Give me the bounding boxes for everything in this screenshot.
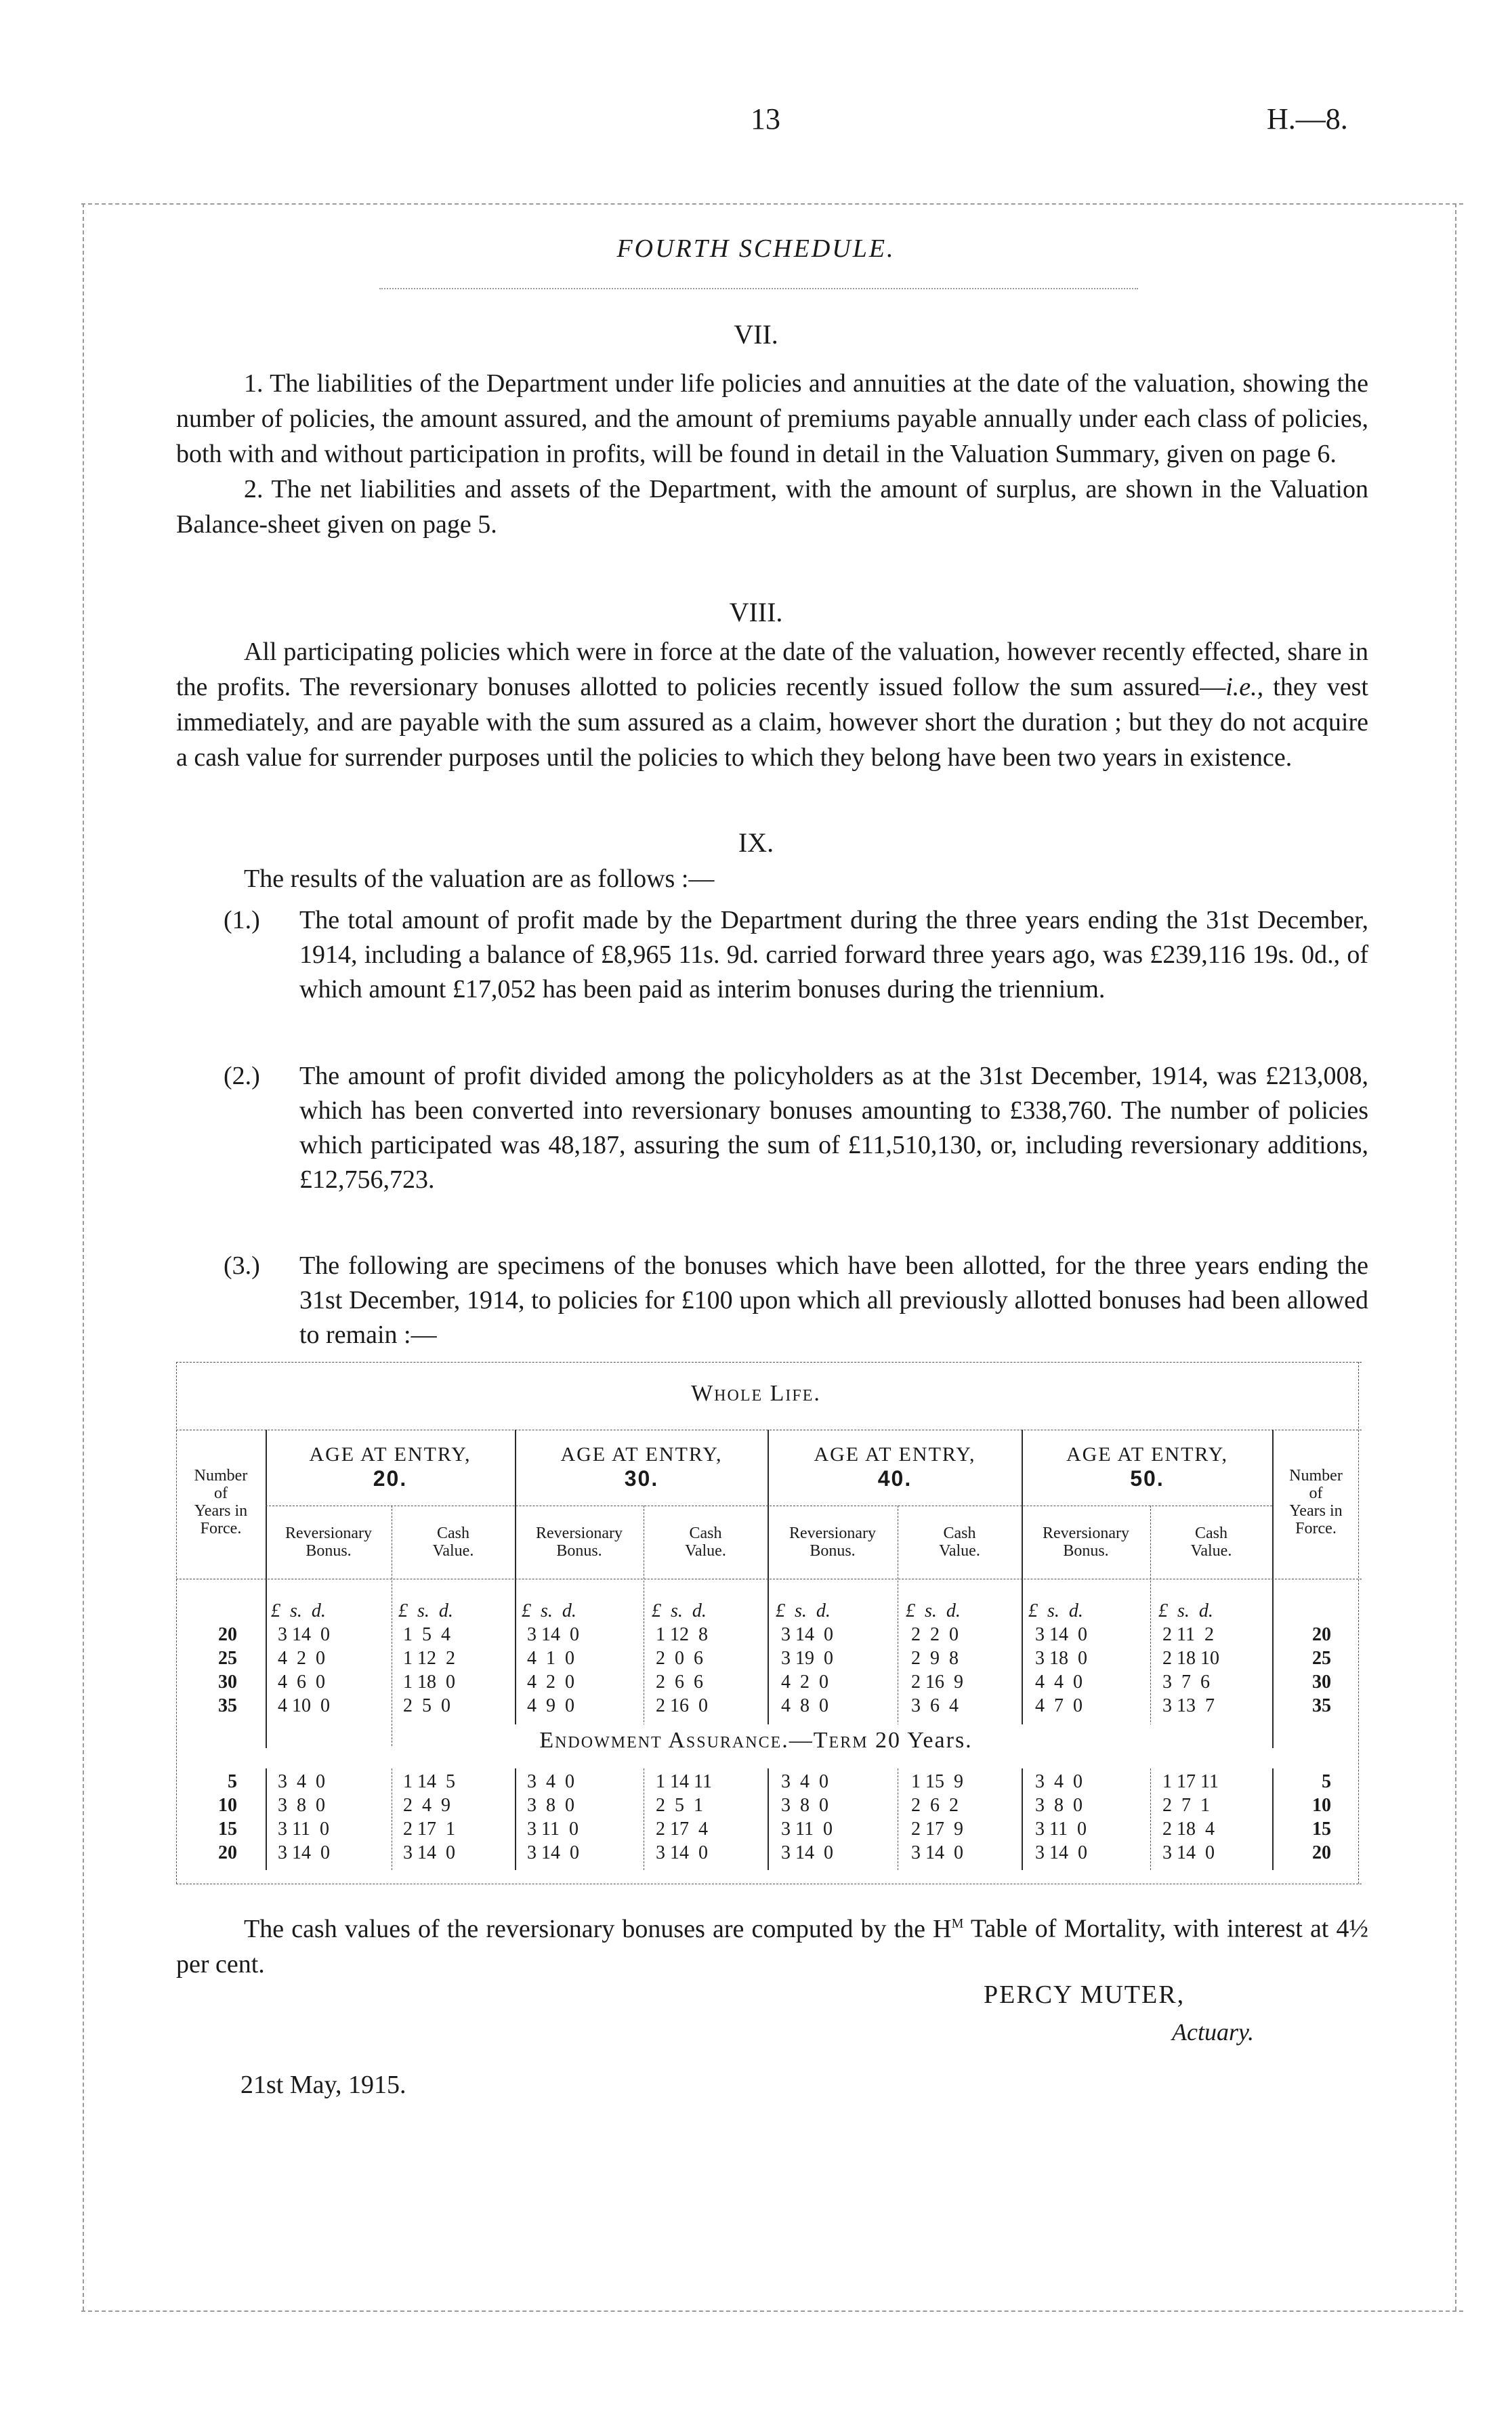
section-vii-para-2: 2. The net liabilities and assets of the Department, with the amount of surplus, are shown in the Valuation Balance-sheet given on page 5. — [176, 475, 1368, 539]
result-item-3 — [224, 1249, 1368, 1352]
whole-life-title: Whole Life. — [691, 1381, 821, 1406]
result-item-3-number: (3.) — [224, 1251, 260, 1280]
section-ix-heading: IX. — [738, 827, 774, 858]
endowment-rev-50: 3 4 0 3 8 0 3 11 0 3 14 0 — [1035, 1771, 1087, 1863]
endowment-rev-40: 3 4 0 3 8 0 3 11 0 3 14 0 — [781, 1771, 833, 1863]
sub-header-rev-50: Reversionary Bonus. — [1043, 1525, 1129, 1560]
years-in-force-left-header: Number of Years in Force. — [194, 1467, 248, 1537]
sub-header-cash-40: Cash Value. — [939, 1525, 980, 1560]
lsd-header: £ s. d. — [652, 1600, 707, 1621]
section-viii-heading: VIII. — [729, 597, 783, 627]
section-viii-text-a: All participating policies which were in force at the date of the valuation, however recently effected, share in the profits. The reversionary bonuses allotted to policies recently issued follow the sum assured— — [176, 638, 1368, 701]
report-date: 21st May, 1915. — [240, 2071, 406, 2099]
signature: PERCY MUTER, — [984, 1981, 1185, 2009]
endowment-cash-20: 1 14 5 2 4 9 2 17 1 3 14 0 — [403, 1771, 455, 1863]
endowment-rev-20: 3 4 0 3 8 0 3 11 0 3 14 0 — [278, 1771, 330, 1863]
left-border — [83, 203, 84, 2310]
endowment-years-left: 5 10 15 20 — [218, 1771, 237, 1863]
whole-life-rev-20: 3 14 0 4 2 0 4 6 0 4 10 0 — [278, 1624, 330, 1716]
whole-life-cash-40: 2 2 0 2 9 8 2 16 9 3 6 4 — [911, 1624, 963, 1716]
sub-header-cash-30: Cash Value. — [685, 1525, 726, 1560]
whole-life-years-left: 20 25 30 35 — [218, 1624, 237, 1716]
result-item-2-number: (2.) — [224, 1062, 260, 1090]
sub-header-rev-30: Reversionary Bonus. — [536, 1525, 623, 1560]
section-viii-ie: i.e., — [1225, 673, 1264, 701]
lsd-header: £ s. d. — [906, 1600, 961, 1621]
signature-role: Actuary. — [1172, 2018, 1254, 2046]
result-item-3-text: The following are specimens of the bonuses which have been allotted, for the three years ending the 31st December, 1914, to policies for £100 upon which all previously allotted bonuses had been allowed to remain :— — [299, 1251, 1368, 1349]
bottom-border — [81, 2310, 1463, 2312]
lsd-header: £ s. d. — [1028, 1600, 1083, 1621]
age-group-20-header: AGE AT ENTRY, 20. — [309, 1443, 471, 1491]
endowment-cash-30: 1 14 11 2 5 1 2 17 4 3 14 0 — [656, 1771, 712, 1863]
section-viii-text-b: they vest immediately, and are payable with the sum assured as a claim, however short the duration ; but they do not acquire a cash value for surrender purposes until the policies to which they belong have been two years in existence. — [176, 673, 1368, 772]
top-border — [81, 203, 1463, 205]
result-item-1-number: (1.) — [224, 906, 260, 934]
age-group-30-header: AGE AT ENTRY, 30. — [560, 1443, 723, 1491]
section-vii-body — [176, 366, 1368, 542]
sub-header-cash-50: Cash Value. — [1190, 1525, 1232, 1560]
title-rule — [379, 288, 1138, 289]
result-item-2 — [224, 1059, 1368, 1197]
lsd-header: £ s. d. — [1158, 1600, 1213, 1621]
right-border — [1455, 203, 1456, 2310]
schedule-title: FOURTH SCHEDULE. — [616, 234, 896, 263]
page-number: 13 — [751, 102, 780, 136]
whole-life-rev-40: 3 14 0 3 19 0 4 2 0 4 8 0 — [781, 1624, 833, 1716]
document-reference: H.—8. — [1267, 102, 1348, 136]
whole-life-cash-30: 1 12 8 2 0 6 2 6 6 2 16 0 — [656, 1624, 708, 1716]
result-item-2-text: The amount of profit divided among the policyholders as at the 31st December, 1914, was £213,008, which has been converted into reversionary bonuses amounting to £338,760. The number of policies which participated was 48,187, assuring the sum of £11,510,130, or, including reversionary additions, £12,756,723. — [299, 1062, 1368, 1194]
sub-header-rev-40: Reversionary Bonus. — [789, 1525, 876, 1560]
section-vii-heading: VII. — [734, 319, 778, 350]
section-viii-body — [176, 634, 1368, 775]
whole-life-cash-20: 1 5 4 1 12 2 1 18 0 2 5 0 — [403, 1624, 455, 1716]
endowment-cash-50: 1 17 11 2 7 1 2 18 4 3 14 0 — [1162, 1771, 1219, 1863]
whole-life-years-right: 20 25 30 35 — [1312, 1624, 1331, 1716]
years-in-force-right-header: Number of Years in Force. — [1289, 1467, 1343, 1537]
whole-life-cash-50: 2 11 2 2 18 10 3 7 6 3 13 7 — [1162, 1624, 1219, 1716]
endowment-title: Endowment Assurance.—Term 20 Years. — [539, 1728, 973, 1753]
age-group-40-header: AGE AT ENTRY, 40. — [814, 1443, 976, 1491]
section-vii-para-1: 1. The liabilities of the Department under life policies and annuities at the date of the valuation, showing the number of policies, the amount assured, and the amount of premiums payable annually under each class of policies, both with and without participation in profits, will be found in detail in the Valuation Summary, given on page 6. — [176, 369, 1368, 468]
whole-life-rev-50: 3 14 0 3 18 0 4 4 0 4 7 0 — [1035, 1624, 1087, 1716]
whole-life-rev-30: 3 14 0 4 1 0 4 2 0 4 9 0 — [527, 1624, 579, 1716]
lsd-header: £ s. d. — [398, 1600, 453, 1621]
age-group-50-header: AGE AT ENTRY, 50. — [1066, 1443, 1229, 1491]
endowment-rev-30: 3 4 0 3 8 0 3 11 0 3 14 0 — [527, 1771, 579, 1863]
result-item-1 — [224, 903, 1368, 1007]
lsd-header: £ s. d. — [271, 1600, 326, 1621]
endowment-cash-40: 1 15 9 2 6 2 2 17 9 3 14 0 — [911, 1771, 963, 1863]
section-ix-intro: The results of the valuation are as follows :— — [244, 865, 715, 893]
endowment-years-right: 5 10 15 20 — [1312, 1771, 1331, 1863]
lsd-header: £ s. d. — [776, 1600, 831, 1621]
sub-header-rev-20: Reversionary Bonus. — [285, 1525, 372, 1560]
footnote: The cash values of the reversionary bonuses are computed by the $H^M$ Table of Mortality, with interest at 4½ per cent. — [176, 1914, 1368, 1978]
lsd-header: £ s. d. — [522, 1600, 576, 1621]
sub-header-cash-20: Cash Value. — [432, 1525, 474, 1560]
result-item-1-text: The total amount of profit made by the Department during the three years ending the 31st December, 1914, including a balance of £8,965 11s. 9d. carried forward three years ago, was £239,116 19s. 0d., of which amount £17,052 has been paid as interim bonuses during the triennium. — [299, 906, 1368, 1003]
